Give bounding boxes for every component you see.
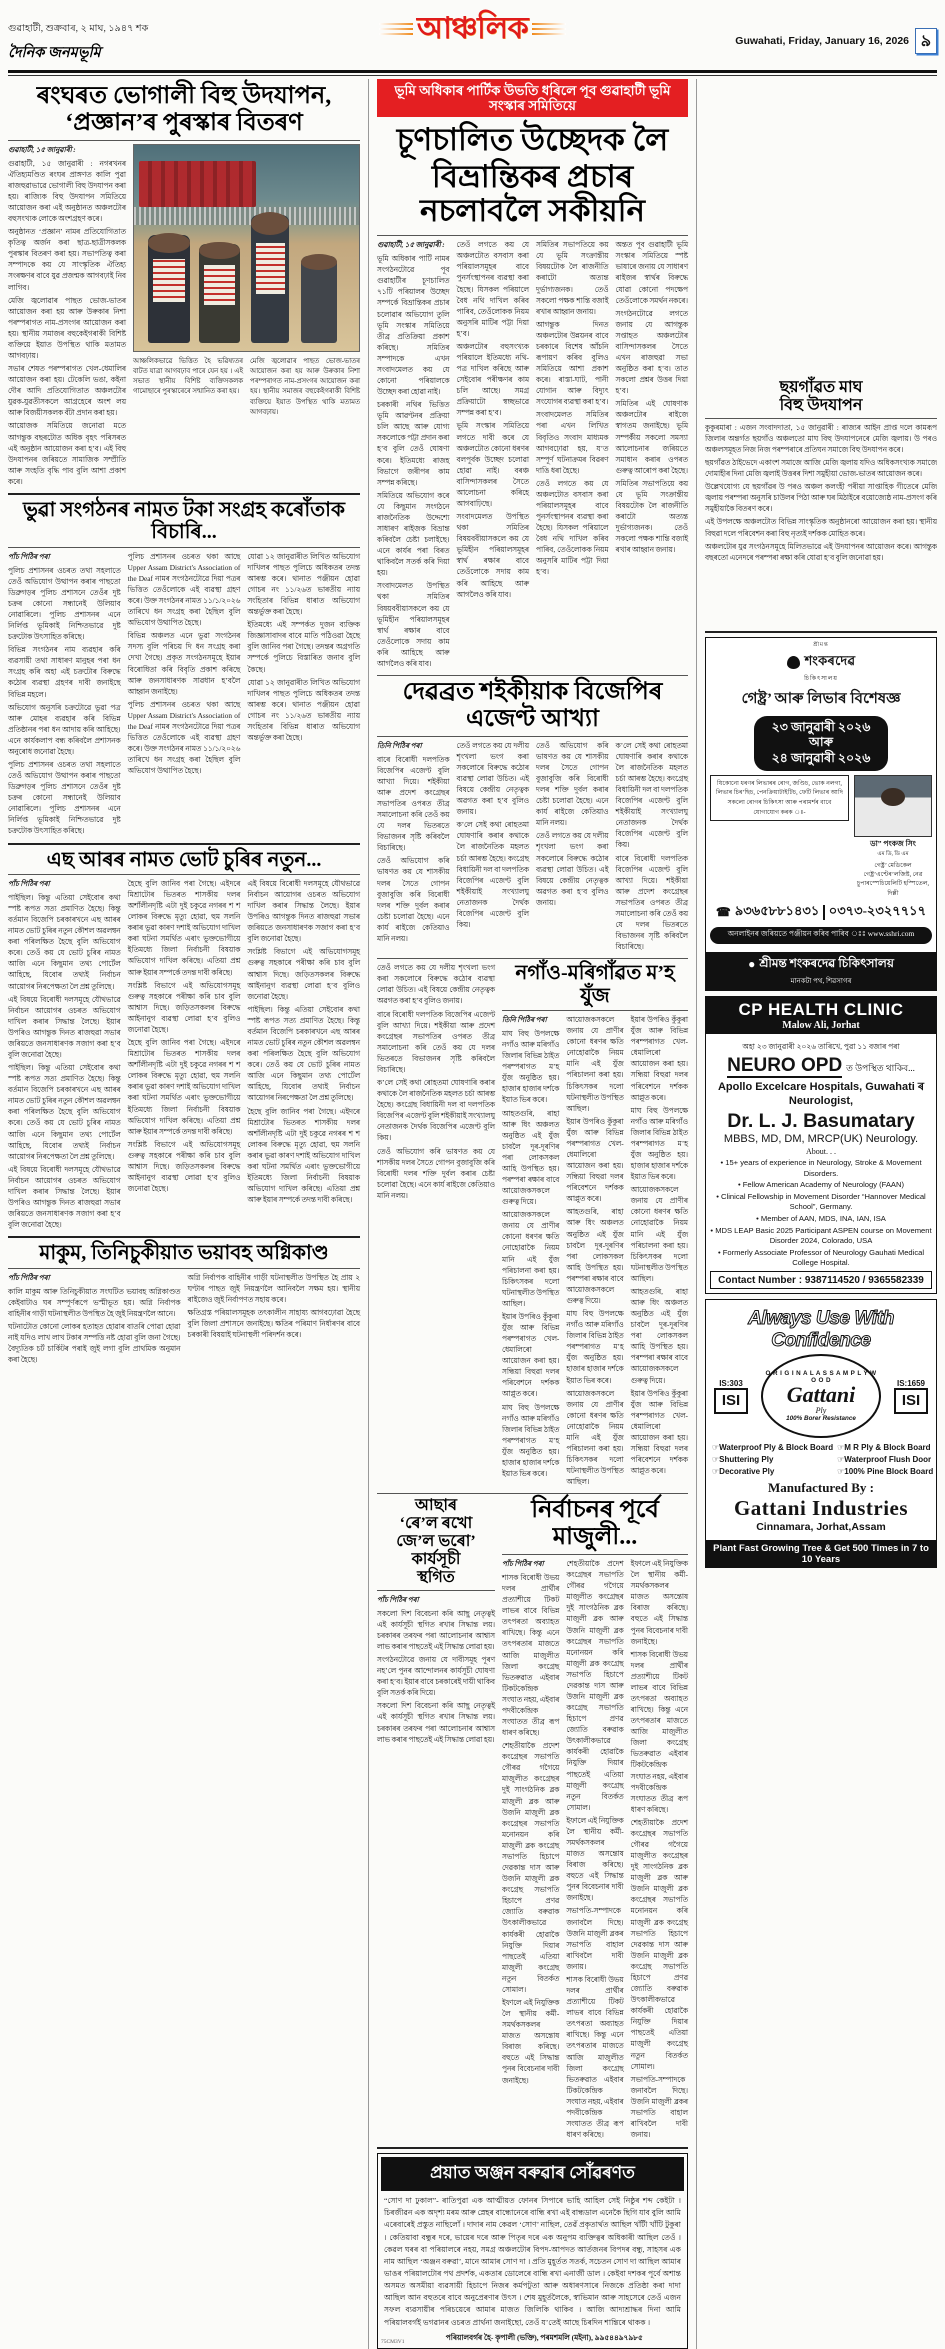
masthead-right (637, 6, 937, 54)
center-sub4-headline-l3: জে’ল ভৰো’ (396, 1533, 476, 1551)
center-sub3-byline: পাঁচ পিঠিৰ পৰা (502, 1560, 544, 1569)
center-sub2-byline: তিনি পিঠিৰ পৰা (502, 1016, 547, 1025)
masthead-dateline-english: Guwahati, Friday, January 16, 2026 (735, 35, 909, 47)
sshri-website-line[interactable]: অনলাইনৰ জৰিয়তে পঞ্জীয়ন কৰিব পাৰিব ঃঃ www.sshri.com (710, 927, 932, 944)
left-story2-col3: যোৱা ১২ জানুৱাৰীত লিখিত অভিযোগ দাখিলৰ পাছত পুলিচে অধিকতৰ তদন্ত আৰম্ভ কৰে। থানাত পঞ্জীয়ন হোৱা গোচৰ নং ১১/২৬ত ভাৰতীয় ন্যায় সংহিতাৰ বিভিন্ন ধাৰাত অভিযোগ অন্তৰ্ভুক্ত কৰা হৈছে। ইতিমধ্যে এই সম্পৰ্কত দুজন ব্যক্তিক জিজ্ঞাসাবাদৰ বাবে মাতি পঠিওৱা হৈছে বুলি জানিব পৰা গৈছে। তদন্তৰ অগ্ৰগতি সম্পৰ্কে পুলিচে বিস্তাৰিত জনাব বুলি কৈছে। যোৱা ১২ জানুৱাৰীত লিখিত অভিযোগ দাখিলৰ পাছত পুলিচে অধিকতৰ তদন্ত আৰম্ভ কৰে। থানাত পঞ্জীয়ন হোৱা গোচৰ নং ১১/২৬ত ভাৰতীয় ন্যায় সংহিতাৰ বিভিন্ন ধাৰাত অভিযোগ অন্তৰ্ভুক্ত কৰা হৈছে। (247, 551, 361, 742)
sshri-doctor-degree: এম ডি, ডি এম (877, 850, 909, 857)
center-sub2-col2: আয়োজকসকলে জনায় যে প্ৰাণীৰ কোনো ধৰণৰ ক্ষতি নোহোৱাকৈ নিয়ম মানি এই যুঁজ পৰিচালনা কৰা হয়। চিকিৎসকৰ দলো ঘটনাস্থলীত উপস্থিত আছিল। ইয়াৰ উপৰিও কুঁকুৰা যুঁজ আৰু বিভিন্ন পৰম্পৰাগত খেল-ধেমালিৰো আয়োজন কৰা হয়। সন্ধিয়া বিহুৱা দলৰ পৰিবেশনে দৰ্শকক আপ্লুত কৰে। আহতগুৰি, ৰাহা আৰু ধিং অঞ্চলত অনুষ্ঠিত এই যুঁজ চাবলৈ দূৰ-দূৰণিৰ পৰা লোকসকল আহি উপস্থিত হয়। পৰম্পৰা ৰক্ষাৰ বাবে আয়োজকসকলে গুৰুত্ব দিয়ে। মাঘ বিহু উপলক্ষে নগাঁও আৰু মৰিগাঁও জিলাৰ বিভিন্ন ঠাইত পৰম্পৰাগত ম’হ যুঁজ অনুষ্ঠিত হয়। হাজাৰ হাজাৰ দৰ্শকে ইয়াত ভিৰ কৰে। আয়োজকসকলে জনায় যে প্ৰাণীৰ কোনো ধৰণৰ ক্ষতি নোহোৱাকৈ নিয়ম মানি এই যুঁজ পৰিচালনা কৰা হয়। চিকিৎসকৰ দলো ঘটনাস্থলীত উপস্থিত আছিল। (566, 1015, 624, 1487)
logo-bars-right-icon (532, 23, 566, 36)
left-story4-byline: পাঁচ পিঠিৰ পৰা (8, 1273, 50, 1282)
sshri-doctor-name: ডা” পংকজ সিং (870, 838, 916, 848)
left-zone (8, 79, 360, 2349)
cp-about-label: About. . . (806, 1147, 836, 1157)
center-sub3-headline: নিৰ্বাচনৰ পূৰ্বে মাজুলী... (531, 1497, 659, 1551)
sshri-foot-name: শ্ৰীমন্ত শংকৰদেৱ চিকিৎসালয় (759, 955, 894, 970)
gattani-brand: Gattani (786, 1382, 856, 1408)
center-zone (377, 79, 688, 2349)
left-photo-caption-a: আঞ্চলিকভাৱে ভিত্তিত হৈ ভৱিষ্যতৰ বাটত যাত্ৰা আগবঢ়াব পাৰে যেন হয় । এই সভাত স্থানীয় বিশিষ্ট ব্যক্তিসকলক গামোছাৰে পুৰস্কাৰেৰে সন্মানিত কৰা হয়। (133, 357, 243, 396)
left-story3-col2: হৈছে বুলি জানিব পৰা গৈছে। এইদৰে মিশ্ৰাটোৰ ভিতৰত শাসকীয় দলৰ অশাঁলীনদৃষ্টি এটা দুই চকুৱে নগৰৰ শ শ লোকৰ বিৰুদ্ধে মৃত্যু হোৱা, হুম সলনি কৰাৰ ভুৱা কাৰণ দশাই অভিযোগ দাখিল কৰা ঘটনা সমৰ্থিত এৰাং ভুক্তভোগীয়ে ইতিমধ্যে জিলা নিৰ্বাচনী বিষয়াক অভিযোগ দাখিল কৰিছে। এতিয়া প্ৰশ্ন আৰু ইয়াৰ সম্পৰ্কে তদন্ত দাবী কৰিছে। সংশ্লিষ্ট বিভাগে এই অভিযোগসমূহ গুৰুত্ব সহকাৰে পৰীক্ষা কৰি চাব বুলি আশ্বাস দিছে। জড়িতসকলৰ বিৰুদ্ধে আইনানুগ ব্যৱস্থা লোৱা হ’ব বুলিও জনোৱা হৈছে। হৈছে বুলি জানিব পৰা গৈছে। এইদৰে মিশ্ৰাটোৰ ভিতৰত শাসকীয় দলৰ অশাঁলীনদৃষ্টি এটা দুই চকুৱে নগৰৰ শ শ লোকৰ বিৰুদ্ধে মৃত্যু হোৱা, হুম সলনি কৰাৰ ভুৱা কাৰণ দশাই অভিযোগ দাখিল কৰা ঘটনা সমৰ্থিত এৰাং ভুক্তভোগীয়ে ইতিমধ্যে জিলা নিৰ্বাচনী বিষয়াক অভিযোগ দাখিল কৰিছে। এতিয়া প্ৰশ্ন আৰু ইয়াৰ সম্পৰ্কে তদন্ত দাবী কৰিছে। সংশ্লিষ্ট বিভাগে এই অভিযোগসমূহ গুৰুত্ব সহকাৰে পৰীক্ষা কৰি চাব বুলি আশ্বাস দিছে। জড়িতসকলৰ বিৰুদ্ধে আইনানুগ ব্যৱস্থা লোৱা হ’ব বুলিও জনোৱা হৈছে। (127, 878, 241, 1194)
left-story4-col1: পাঁচ পিঠিৰ পৰা কালি মাকুম আৰু তিনিচুকীয়াত সংঘটিত ভয়াবহ অগ্নিকাণ্ডত কেইবাটাও ঘৰ সম্পূৰ্ণৰূপে ভস্মীভূত হয়। অগ্নি নিৰ্বাপক বাহিনীৰ গাড়ী ঘটনাস্থলীত উপস্থিত হৈ জুই নিয়ন্ত্ৰণলৈ আনে। ঘটনাটোত কোনো লোকৰ হতাহত হোৱাৰ বাতৰি পোৱা হোৱা নাই যদিও লাখ লাখ টকাৰ সম্পত্তি নষ্ট হোৱা বুলি জনা গৈছে। বৈদ্যুতিক চৰ্ট চাৰ্কিটৰ পৰাই জুই লগা বুলি প্ৰাথমিক অনুমান কৰা হৈছে। (8, 1273, 181, 1365)
sshri-date-line2: ২৪ জানুৱাৰী ২০২৬ (771, 751, 871, 766)
sshri-foot-address: মানকটা পথ, শিৱসাগৰ (790, 976, 852, 985)
obituary-ad (377, 2153, 688, 2349)
center-sub4-body: পাঁচ পিঠিৰ পৰা সকলো দিশ বিবেচনা কৰি আছু নেতৃত্বই এই কাৰ্যসূচী স্থগিত ৰখাৰ সিদ্ধান্ত লয়। চৰকাৰৰ তৰফৰ পৰা আলোচনাৰ আশ্বাস লাভ কৰাৰ পাছতেই এই সিদ্ধান্ত লোৱা হয়। সংগঠনটোৱে জনায় যে দাবীসমূহ পূৰণ নহ’লে পুনৰ আন্দোলনৰ কাৰ্যসূচী ঘোষণা কৰা হ’ব। ইয়াৰ বাবে চৰকাৰেই দায়ী থাকিব বুলি সতৰ্ক কৰি দিয়ে। সকলো দিশ বিবেচনা কৰি আছু নেতৃত্বই এই কাৰ্যসূচী স্থগিত ৰখাৰ সিদ্ধান্ত লয়। চৰকাৰৰ তৰফৰ পৰা আলোচনাৰ আশ্বাস লাভ কৰাৰ পাছতেই এই সিদ্ধান্ত লোৱা হয়। (377, 1595, 495, 1744)
center-lead-dateline: গুৱাহাটী, ১৫ জানুৱাৰী : (377, 241, 445, 250)
center-sub4-headline-l2: ‘ৰে’ল ৰখো (399, 1515, 473, 1533)
center-sub2-headline: নগাঁও-মৰিগাঁৱত ম’হ যুঁজ (515, 962, 675, 1007)
list-item: ☞ Shuttering Ply (712, 1454, 833, 1466)
masthead-rule-secondary (8, 75, 937, 77)
center-sub1-overflow: তেওঁ লগতে কয় যে দলীয় শৃংখলা ভংগ কৰা সকলোৰে বিৰুদ্ধে কঠোৰ ব্যৱস্থা লোৱা উচিত। এই বিষয়ে কেন্দ্ৰীয় নেতৃত্বক অৱগত কৰা হ’ব বুলিও জনায়। বাৰে বিৰোধী দলপতিক বিজেপিৰ এজেণ্ট বুলি আখ্যা দিয়ে। শইকীয়া আৰু প্ৰদেশ কংগ্ৰেছৰ সভাপতিৰ ওপৰত তীব্ৰ সমালোচনা কৰি তেওঁ কয় যে দলৰ ভিতৰতে বিভাজনৰ সৃষ্টি কৰিবলৈ বিচাৰিছে। ক’লে সেই কথা ৰোহতমা ঘোষণাৰি কৰাৰ কথাকে লৈ ৰাজনৈতিক মহলত চৰ্চা আৰম্ভ হৈছে। কংগ্ৰেছ বিধায়িনী দল বা দলপতিক বিজেপিৰ এজেণ্ট বুলি শইকীয়াই সংখ্যালঘু নেতাজনক দৈৰ্থক বিজেপিৰ এজেণ্ট বুলি কিয়। তেওঁ অভিযোগ কৰি ভাষণত কয় যে শাসকীয় দলৰ সৈতে গোপন বুজাবুজি কৰি বিৰোধী দলৰ শক্তি দুৰ্বল কৰাৰ চেষ্টা চলোৱা হৈছে। এনে কাৰ্য ৰাইজে কেতিয়াও মানি নলয়। (377, 963, 495, 1200)
cp-credentials-list (710, 1158, 932, 1268)
center-lead-headline-line2: বিভ্ৰান্তিকৰ প্ৰচাৰ নচলাবলৈ সকীয়নি (419, 158, 646, 229)
column-divider-right (696, 79, 697, 2349)
center-sub1-col2: তেওঁ লগতে কয় যে দলীয় শৃংখলা ভংগ কৰা সকলোৰে বিৰুদ্ধে কঠোৰ ব্যৱস্থা লোৱা উচিত। এই বিষয়ে কেন্দ্ৰীয় নেতৃত্বক অৱগত কৰা হ’ব বুলিও জনায়। ক’লে সেই কথা ৰোহতমা ঘোষণাৰি কৰাৰ কথাকে লৈ ৰাজনৈতিক মহলত চৰ্চা আৰম্ভ হৈছে। কংগ্ৰেছ বিধায়িনী দল বা দলপতিক বিজেপিৰ এজেণ্ট বুলি শইকীয়াই সংখ্যালঘু নেতাজনক দৈৰ্থক বিজেপিৰ এজেণ্ট বুলি কিয়। (456, 740, 529, 930)
obituary-signature: পৰিয়ালবৰ্গৰ হৈ- কৃপালী (ভক্তি), পৰমশমলি (মইনা), ৯৯৫৪৪৯৭৯৮৫ (445, 2332, 643, 2342)
logo-bars-left-icon (379, 23, 413, 36)
lotus-icon (787, 656, 800, 669)
left-headline-2: ভুৱা সংগঠনৰ নামত টকা সংগ্ৰহ কৰোঁতাক বিচাৰি... (23, 498, 345, 544)
sshri-brand-sub: চিকিৎসালয় (804, 675, 838, 682)
list-item: • Clinical Fellowship in Movement Disorder “Hannover Medical School”, Germany. (710, 1192, 932, 1213)
doctor-photo (854, 775, 932, 837)
cp-doctor-degrees: MBBS, MD, DM, MRCP(UK) Neurology. (723, 1133, 919, 1146)
sshri-brand-name: শংকৰদেৱ (804, 652, 856, 668)
isi-mark-icon: ISI (714, 1388, 748, 1414)
location-pin-icon: ● (748, 957, 756, 972)
left-story2-col2: পুলিচ প্ৰশাসনৰ ওচৰত থকা আছে Upper Assam District's Association of the Deaf নামৰ সংগঠনটোৱে দিয়া পত্ৰৰ ভিত্তিত তেওঁলোকে এই ব্যৱস্থা গ্ৰহণ কৰে। উক্ত সংগঠনৰ নামত ১১/১/২০২৬ তাৰিখে ধন সংগ্ৰহ কৰা হৈছিল বুলি অভিযোগ উত্থাপিত হৈছে। বিভিন্ন অঞ্চলত এনে ভুৱা সংগঠনৰ সদস্য বুলি পৰিচয় দি ধন সংগ্ৰহ কৰা দেখা গৈছে। প্ৰকৃত সংগঠনসমূহে ইয়াৰ বিৰোধিতা কৰি বিবৃতি প্ৰকাশ কৰিছে আৰু জনসাধাৰণক সাৱধান হ’বলৈ আহ্বান জনাইছে। পুলিচ প্ৰশাসনৰ ওচৰত থকা আছে Upper Assam District's Association of the Deaf নামৰ সংগঠনটোৱে দিয়া পত্ৰৰ ভিত্তিত তেওঁলোকে এই ব্যৱস্থা গ্ৰহণ কৰে। উক্ত সংগঠনৰ নামত ১১/১/২০২৬ তাৰিখে ধন সংগ্ৰহ কৰা হৈছিল বুলি অভিযোগ উত্থাপিত হৈছে। (127, 551, 241, 776)
cp-clinic-name: CP HEALTH CLINIC (738, 999, 904, 1019)
masthead-left (8, 6, 308, 66)
list-item: ☞ Waterproof Ply & Block Board (712, 1442, 833, 1454)
cp-contact-number[interactable]: Contact Number : 9387114520 / 9365582339 (710, 1271, 932, 1289)
right-sidebar-headline-l2: বিহু উদযাপন (779, 396, 863, 414)
list-item: ☞ Decorative Ply (712, 1466, 833, 1478)
left-story2-byline: পাঁচ পিঠিৰ পৰা (8, 552, 50, 561)
center-sub4-headline-l1: আছাৰ (414, 1497, 457, 1515)
center-sub4-headline-l4: কাৰ্যসূচী (411, 1551, 461, 1569)
left-lead-dateline: গুৱাহাটী, ১৫ জানুৱাৰী : (8, 145, 76, 154)
gattani-tagline: Plant Fast Growing Tree & Get 500 Times in 7 to 10 Years (706, 1540, 936, 1567)
cp-clinic-location: Malow Ali, Jorhat (782, 1019, 860, 1031)
obituary-heading: প্ৰয়াত অঞ্জন বৰুৱাৰ সোঁৱৰণত (381, 2157, 684, 2191)
list-item: • Fellow American Academy of Neurology (FAAN) (710, 1180, 932, 1190)
right-sidebar-body: কুকুৰমাৰা : এজন সংবাদদাতা, ১৫ জানুৱাৰী : ৰাজ্যৰ আইন প্ৰাপ্ত দলে কামৰূপ জিলাৰ অন্তৰ্গত ছয়গাঁও অঞ্চলতো মাঘ বিহু উদযাপনেৰে মেজি জ্বলায়। উ পৰও অঞ্চলসমূহত নিজ নিজ পৰম্পৰাৰে প্ৰতিঘন সমাজে বিহু উদযাপন কৰে। ছয়গাঁৱত ঠাইভেদে একাংশ সমাজে আজি মেজি জ্বলায় যদিও অধিকসংখ্যক সমাজে দোমাহীৰ দিনা মেজি জ্বলাই উত্তৰৰ দিশা সমুহীয়া ভোজ-ভাতৰ আয়োজন কৰে। উল্লেখযোগ্য যে ছয়গাঁৱৰ উ পৰও অঞ্চল কলংহী পৰীয়া সাপ্তাহিক গীতেৰে মেজি জ্বলায় পৰম্পৰা অনুসৰি চাউলৰ পিঠা আৰু ঘৰ মিঠাইৰে বয়োজ্যেষ্ঠ নাম-প্ৰসংগ কৰি সমুহীয়াকৈ বিতৰণ কৰে। এই উপলক্ষে অঞ্চলটোত বিভিন্ন সাংস্কৃতিক অনুষ্ঠানৰো আয়োজন কৰা হয়। স্থানীয় বিহুৱা দলে পৰিবেশন কৰা বিহু নৃত্যই দৰ্শকক মোহিত কৰে। অঞ্চলটোৰ যুৱ সংগঠনসমূহে মিলিতভাৱে এই উদযাপনৰ আয়োজন কৰে। আগন্তুক বছৰতো এনেদৰে পৰম্পৰা ৰক্ষা কৰি যোৱা হ’ব বুলি জনোৱা হয়। (705, 422, 937, 562)
center-lead-col3: সমিতিৰ সভাপতিয়ে কয় যে ভূমি সংক্ৰান্তীয় বিষয়টোক লৈ ৰাজনীতি কৰাটো অত্যন্ত দুৰ্ভাগ্যজনক। তেওঁ সকলো পক্ষক শান্তি বজাই ৰখাৰ আহ্বান জনায়। আগন্তুক দিনত অঞ্চলটোৰ উন্নয়নৰ বাবে চৰকাৰে বিশেষ আঁচনি ৰূপায়ণ কৰিব বুলিও সমিতিয়ে আশা প্ৰকাশ কৰে। ৰাস্তা-ঘাট, পানী যোগান আৰু বিদ্যুৎ সংযোগৰ ব্যৱস্থা কৰা হ’ব। সংবাদমেলত সমিতিৰ পৰা এখন লিখিত বিবৃতিও সংবাদ মাধ্যমক আগবঢ়োৱা হয়, য’ত সম্পূৰ্ণ ঘটনাক্ৰমৰ বিৱৰণ দাঙি ধৰা হৈছে। তেওঁ লগতে কয় যে অঞ্চলটোত বসবাস কৰা পৰিয়ালসমূহৰ বাবে পুনৰ্সংস্থাপনৰ ব্যৱস্থা কৰা হৈছে। যিসকল পৰিয়ালে বৈধ নথি দাখিল কৰিব পাৰিব, তেওঁলোকক নিয়ম অনুসৰি মাটিৰ পট্টা দিয়া হ’ব। (536, 240, 609, 577)
center-lead-col2: তেওঁ লগতে কয় যে অঞ্চলটোত বসবাস কৰা পৰিয়ালসমূহৰ বাবে পুনৰ্সংস্থাপনৰ ব্যৱস্থা কৰা হৈছে। যিসকল পৰিয়ালে বৈধ নথি দাখিল কৰিব পাৰিব, তেওঁলোকক নিয়ম অনুসৰি মাটিৰ পট্টা দিয়া হ’ব। অঞ্চলটোৰ বহুসংখ্যক পৰিয়ালে ইতিমধ্যে নথি-পত্ৰ দাখিল কৰিছে আৰু সেইবোৰ পৰীক্ষণৰ কাম চলি আছে। সমগ্ৰ প্ৰক্ৰিয়াটো স্বচ্ছভাৱে সম্পন্ন কৰা হ’ব। ভূমি সংস্কাৰ সমিতিয়ে লগতে দাবী কৰে যে অঞ্চলটোত কোনো ধৰণৰ বলপূৰ্বক উচ্ছেদ চলোৱা হোৱা নাই। বৰঞ্চ বাসিন্দাসকলৰ সৈতে আলোচনা কৰিহে আগবাঢ়িছে। সংবাদমেলত উপস্থিত থকা সমিতিৰ বিষয়ববীয়াসকলে কয় যে ভূমিহীন পৰিয়ালসমূহৰ স্বাৰ্থ ৰক্ষাৰ বাবে তেওঁলোকে সদায় কাম কৰি আহিছে আৰু আগলৈও কৰি যাব। (456, 240, 529, 599)
ad-cp-health-clinic[interactable] (705, 996, 937, 1295)
list-item: • Member of AAN, MDS, INA, IAN, ISA (710, 1214, 932, 1224)
cp-neuro-tail: ত উপস্থিত থাকিব... (846, 1062, 915, 1073)
center-sub1-col4: ক’লে সেই কথা ৰোহতমা ঘোষণাৰি কৰাৰ কথাকে লৈ ৰাজনৈতিক মহলত চৰ্চা আৰম্ভ হৈছে। কংগ্ৰেছ বিধায়িনী দল বা দলপতিক বিজেপিৰ এজেণ্ট বুলি শইকীয়াই সংখ্যালঘু নেতাজনক দৈৰ্থক বিজেপিৰ এজেণ্ট বুলি কিয়। বাৰে বিৰোধী দলপতিক বিজেপিৰ এজেণ্ট বুলি আখ্যা দিয়ে। শইকীয়া আৰু প্ৰদেশ কংগ্ৰেছৰ সভাপতিৰ ওপৰত তীব্ৰ সমালোচনা কৰি তেওঁ কয় যে দলৰ ভিতৰতে বিভাজনৰ সৃষ্টি কৰিবলৈ বিচাৰিছে। (615, 740, 688, 952)
center-sub3-col1: পাঁচ পিঠিৰ পৰা শাসক বিৰোধী উভয় দলৰ প্ৰাৰ্থীৰ প্ৰত্যাশীয়ে টিকট লাভৰ বাবে বিভিন্ন তৎপৰতা অব্যাহত ৰাখিছে। কিন্তু এনে তৎপৰতাৰ মাজতে আজি মাজুলীত জিলা কংগ্ৰেছ ভিতৰুৱাত এইবাৰ টিকটকেন্দ্ৰিক সংঘাত নহয়, এইবাৰ পদবীকেন্দ্ৰিক সংঘাতত তীব্ৰ ৰূপ ধাৰণ কৰিছে। শেহতীয়াকৈ প্ৰদেশ কংগ্ৰেছৰ সভাপতি গৌৰৱ গগৈয়ে মাজুলীত কংগ্ৰেছৰ দুই সাংগঠনিক ব্লক মাজুলী ব্লক আৰু উজনি মাজুলী ব্লক কংগ্ৰেছৰ সভাপতি মনোনয়ন কৰি মাজুলী ব্লক কংগ্ৰেছ সভাপতি হিচাপে দেৱকান্ত দাস আৰু উজনি মাজুলী ব্লক কংগ্ৰেছ সভাপতি হিচাপে প্ৰণৱ জ্যোতি বৰুৱাক উৎকালীকভাৱে কাৰ্যকৰী হোৱাকৈ নিযুক্তি দিয়াৰ পাছতেই এতিয়া মাজুলী কংগ্ৰেছ নতুন বিতৰ্কত সোমাল। ইফালে এই নিযুক্তিক লৈ স্থানীয় কৰ্মী-সমৰ্থকসকলৰ মাজত অসন্তোষ বিৰাজ কৰিছে। বহুতে এই সিদ্ধান্ত পুনৰ বিবেচনাৰ দাবী জনাইছে। (502, 1560, 560, 2085)
center-sub1-col1: তিনি পিঠিৰ পৰা বাৰে বিৰোধী দলপতিক বিজেপিৰ এজেণ্ট বুলি আখ্যা দিয়ে। শইকীয়া আৰু প্ৰদেশ কংগ্ৰেছৰ সভাপতিৰ ওপৰত তীব্ৰ সমালোচনা কৰি তেওঁ কয় যে দলৰ ভিতৰতে বিভাজনৰ সৃষ্টি কৰিবলৈ বিচাৰিছে। তেওঁ অভিযোগ কৰি ভাষণত কয় যে শাসকীয় দলৰ সৈতে গোপন বুজাবুজি কৰি বিৰোধী দলৰ শক্তি দুৰ্বল কৰাৰ চেষ্টা চলোৱা হৈছে। এনে কাৰ্য ৰাইজে কেতিয়াও মানি নলয়। (377, 741, 450, 943)
isi-mark-icon: ISI (894, 1388, 928, 1414)
center-sub3-col2: শেহতীয়াকৈ প্ৰদেশ কংগ্ৰেছৰ সভাপতি গৌৰৱ গগৈয়ে মাজুলীত কংগ্ৰেছৰ দুই সাংগঠনিক ব্লক মাজুলী ব্লক আৰু উজনি মাজুলী ব্লক কংগ্ৰেছৰ সভাপতি মনোনয়ন কৰি মাজুলী ব্লক কংগ্ৰেছ সভাপতি হিচাপে দেৱকান্ত দাস আৰু উজনি মাজুলী ব্লক কংগ্ৰেছ সভাপতি হিচাপে প্ৰণৱ জ্যোতি বৰুৱাক উৎকালীকভাৱে কাৰ্যকৰী হোৱাকৈ নিযুক্তি দিয়াৰ পাছতেই এতিয়া মাজুলী কংগ্ৰেছ নতুন বিতৰ্কত সোমাল। ইফালে এই নিযুক্তিক লৈ স্থানীয় কৰ্মী-সমৰ্থকসকলৰ মাজত অসন্তোষ বিৰাজ কৰিছে। বহুতে এই সিদ্ধান্ত পুনৰ বিবেচনাৰ দাবী জনাইছে। সভাপতি-সম্পাদকে জনাবলৈ দিছে। উজনি মাজুলী ব্লকৰ সভাপতি বাহাল ৰাখিবলৈ দাবী জনায়। শাসক বিৰোধী উভয় দলৰ প্ৰাৰ্থীৰ প্ৰত্যাশীয়ে টিকট লাভৰ বাবে বিভিন্ন তৎপৰতা অব্যাহত ৰাখিছে। কিন্তু এনে তৎপৰতাৰ মাজতে আজি মাজুলীত জিলা কংগ্ৰেছ ভিতৰুৱাত এইবাৰ টিকটকেন্দ্ৰিক সংঘাত নহয়, এইবাৰ পদবীকেন্দ্ৰিক সংঘাতত তীব্ৰ ৰূপ ধাৰণ কৰিছে। (566, 1559, 624, 2140)
gattani-mfg-label: Manufactured By : (768, 1480, 874, 1496)
sshri-symptoms: যিকোনো ধৰণৰ লিভাৰৰ ৰোগ, জণ্ডিচ, ভোক নলগা, লিভাৰ চিৰ’ছিচ, পেনক্ৰিয়াটাইটিচ, ফেটি লিভাৰ আদি সকলো ৰোগৰ চিকিৎসা আৰু পৰামৰ্শৰ বাবে যোগাযোগ কৰক ঃ- (710, 775, 849, 821)
gattani-oval-top: O R I G I N A L A S S A M P L Y W O O D (765, 1370, 877, 1385)
list-item: ☞ 100% Pine Block Board (837, 1466, 933, 1478)
center-sub2-col3: ইয়াৰ উপৰিও কুঁকুৰা যুঁজ আৰু বিভিন্ন পৰম্পৰাগত খেল-ধেমালিৰো আয়োজন কৰা হয়। সন্ধিয়া বিহুৱা দলৰ পৰিবেশনে দৰ্শকক আপ্লুত কৰে। মাঘ বিহু উপলক্ষে নগাঁও আৰু মৰিগাঁও জিলাৰ বিভিন্ন ঠাইত পৰম্পৰাগত ম’হ যুঁজ অনুষ্ঠিত হয়। হাজাৰ হাজাৰ দৰ্শকে ইয়াত ভিৰ কৰে। আয়োজকসকলে জনায় যে প্ৰাণীৰ কোনো ধৰণৰ ক্ষতি নোহোৱাকৈ নিয়ম মানি এই যুঁজ পৰিচালনা কৰা হয়। চিকিৎসকৰ দলো ঘটনাস্থলীত উপস্থিত আছিল। আহতগুৰি, ৰাহা আৰু ধিং অঞ্চলত অনুষ্ঠিত এই যুঁজ চাবলৈ দূৰ-দূৰণিৰ পৰা লোকসকল আহি উপস্থিত হয়। পৰম্পৰা ৰক্ষাৰ বাবে আয়োজকসকলে গুৰুত্ব দিয়ে। ইয়াৰ উপৰিও কুঁকুৰা যুঁজ আৰু বিভিন্ন পৰম্পৰাগত খেল-ধেমালিৰো আয়োজন কৰা হয়। সন্ধিয়া বিহুৱা দলৰ পৰিবেশনে দৰ্শকক আপ্লুত কৰে। (630, 1015, 688, 1476)
cp-neuro-opd: NEURO OPD (727, 1054, 843, 1076)
center-kicker-banner: ভূমি অধিকাৰ পাৰ্টিক উভতি ধৰিলে পূব গুৱাহাটী ভূমি সংস্কাৰ সমিতিয়ে (377, 79, 688, 117)
center-sub2-col1: তিনি পিঠিৰ পৰা মাঘ বিহু উপলক্ষে নগাঁও আৰু মৰিগাঁও জিলাৰ বিভিন্ন ঠাইত পৰম্পৰাগত ম’হ যুঁজ অনুষ্ঠিত হয়। হাজাৰ হাজাৰ দৰ্শকে ইয়াত ভিৰ কৰে। আহতগুৰি, ৰাহা আৰু ধিং অঞ্চলত অনুষ্ঠিত এই যুঁজ চাবলৈ দূৰ-দূৰণিৰ পৰা লোকসকল আহি উপস্থিত হয়। পৰম্পৰা ৰক্ষাৰ বাবে আয়োজকসকলে গুৰুত্ব দিয়ে। আয়োজকসকলে জনায় যে প্ৰাণীৰ কোনো ধৰণৰ ক্ষতি নোহোৱাকৈ নিয়ম মানি এই যুঁজ পৰিচালনা কৰা হয়। চিকিৎসকৰ দলো ঘটনাস্থলীত উপস্থিত আছিল। ইয়াৰ উপৰিও কুঁকুৰা যুঁজ আৰু বিভিন্ন পৰম্পৰাগত খেল-ধেমালিৰো আয়োজন কৰা হয়। সন্ধিয়া বিহুৱা দলৰ পৰিবেশনে দৰ্শকক আপ্লুত কৰে। মাঘ বিহু উপলক্ষে নগাঁও আৰু মৰিগাঁও জিলাৰ বিভিন্ন ঠাইত পৰম্পৰাগত ম’হ যুঁজ অনুষ্ঠিত হয়। হাজাৰ হাজাৰ দৰ্শকে ইয়াত ভিৰ কৰে। (502, 1016, 560, 1479)
gattani-address: Cinnamara, Jorhat,Assam (756, 1521, 886, 1534)
sshri-phone-1[interactable]: ৯৩৬৫৮৮১৪৩১ (734, 902, 820, 918)
column-divider-left (368, 79, 369, 2349)
masthead-logo-text: আঞ্চলিক (416, 11, 529, 45)
center-sub1-col3: তেওঁ অভিযোগ কৰি ভাষণত কয় যে শাসকীয় দলৰ সৈতে গোপন বুজাবুজি কৰি বিৰোধী দলৰ শক্তি দুৰ্বল কৰাৰ চেষ্টা চলোৱা হৈছে। এনে কাৰ্য ৰাইজে কেতিয়াও মানি নলয়। তেওঁ লগতে কয় যে দলীয় শৃংখলা ভংগ কৰা সকলোৰে বিৰুদ্ধে কঠোৰ ব্যৱস্থা লোৱা উচিত। এই বিষয়ে কেন্দ্ৰীয় নেতৃত্বক অৱগত কৰা হ’ব বুলিও জনায়। (536, 740, 609, 907)
phone-divider (823, 905, 825, 920)
center-lead-headline-line1: চূণচালিত উচ্ছেদক লৈ (396, 122, 669, 158)
ad-shankardev-hospital[interactable] (705, 637, 937, 991)
center-sub3-col3: ইফালে এই নিযুক্তিক লৈ স্থানীয় কৰ্মী-সমৰ্থকসকলৰ মাজত অসন্তোষ বিৰাজ কৰিছে। বহুতে এই সিদ্ধান্ত পুনৰ বিবেচনাৰ দাবী জনাইছে। শাসক বিৰোধী উভয় দলৰ প্ৰাৰ্থীৰ প্ৰত্যাশীয়ে টিকট লাভৰ বাবে বিভিন্ন তৎপৰতা অব্যাহত ৰাখিছে। কিন্তু এনে তৎপৰতাৰ মাজতে আজি মাজুলীত জিলা কংগ্ৰেছ ভিতৰুৱাত এইবাৰ টিকটকেন্দ্ৰিক সংঘাত নহয়, এইবাৰ পদবীকেন্দ্ৰিক সংঘাতত তীব্ৰ ৰূপ ধাৰণ কৰিছে। শেহতীয়াকৈ প্ৰদেশ কংগ্ৰেছৰ সভাপতি গৌৰৱ গগৈয়ে মাজুলীত কংগ্ৰেছৰ দুই সাংগঠনিক ব্লক মাজুলী ব্লক আৰু উজনি মাজুলী ব্লক কংগ্ৰেছৰ সভাপতি মনোনয়ন কৰি মাজুলী ব্লক কংগ্ৰেছ সভাপতি হিচাপে দেৱকান্ত দাস আৰু উজনি মাজুলী ব্লক কংগ্ৰেছ সভাপতি হিচাপে প্ৰণৱ জ্যোতি বৰুৱাক উৎকালীকভাৱে কাৰ্যকৰী হোৱাকৈ নিযুক্তি দিয়াৰ পাছতেই এতিয়া মাজুলী কংগ্ৰেছ নতুন বিতৰ্কত সোমাল। সভাপতি-সম্পাদকে জনাবলৈ দিছে। উজনি মাজুলী ব্লকৰ সভাপতি বাহাল ৰাখিবলৈ দাবী জনায়। (630, 1559, 688, 2140)
right-sidebar-headline-l1: ছয়গাঁৱত মাঘ (779, 379, 863, 396)
gattani-slogan: Always Use With Confidence (748, 1308, 894, 1352)
left-story4-col2: অগ্নি নিৰ্বাপক বাহিনীৰ গাড়ী ঘটনাস্থলীত উপস্থিত হৈ প্ৰায় ২ ঘণ্টাৰ পাছত জুই নিয়ন্ত্ৰণলৈ আনিবলৈ সক্ষম হয়। স্থানীয় ৰাইজেও জুই নিৰ্বাপণত সহায় কৰে। ক্ষতিগ্ৰস্ত পৰিয়ালসমূহক তৎকালীন সাহায্য আগবঢ়োৱা হৈছে বুলি জিলা প্ৰশাসনে জনাইছে। ক্ষতিৰ পৰিমাণ নিৰ্ধাৰণৰ বাবে চৰকাৰী বিষয়াই ঘটনাস্থলী পৰিদৰ্শন কৰে। (187, 1272, 360, 1339)
masthead-logo (308, 6, 637, 44)
list-item: ☞ Waterproof Flush Door (837, 1454, 933, 1466)
gattani-logo-oval (761, 1354, 881, 1438)
center-sub4-byline: পাঁচ পিঠিৰ পৰা (377, 1595, 419, 1604)
cp-affiliation-line2: Neurologist, (788, 1095, 854, 1108)
gattani-isi-right-code: IS:1659 (896, 1378, 926, 1388)
masthead-paper-subtitle: দৈনিক জনমভূমি (8, 45, 101, 61)
page-number-badge: ৯ (915, 28, 937, 54)
obituary-ref: 75CM3V1 (381, 2338, 405, 2345)
list-item: ☞ M R Ply & Block Board (837, 1442, 933, 1454)
isi-badge-left (714, 1379, 748, 1414)
sshri-date-pill (754, 716, 887, 771)
list-item: • Formerly Associate Professor of Neurology Gauhati Medical College Hospital. (710, 1248, 932, 1269)
sshri-brand-top: শ্ৰীমন্ত (813, 641, 829, 648)
cp-doctor-name: Dr. L. J. Basumatary (727, 1110, 915, 1133)
left-lead-headline: ৰংঘৰত ভোগালী বিহু উদযাপন, ‘প্ৰজ্ঞান’ৰ পুৰস্কাৰ বিতৰণ (36, 83, 332, 136)
masthead-rule (8, 70, 937, 73)
phone-icon: ☎ (715, 904, 731, 919)
masthead-dateline-assamese: গুৱাহাটী, শুক্ৰবাৰ, ২ মাঘ, ১৯৪৭ শক (8, 24, 149, 34)
left-lead-photo (133, 144, 360, 352)
gattani-company-name: Gattani Industries (733, 1496, 909, 1521)
isi-badge-right (894, 1379, 928, 1414)
gattani-isi-left-code: IS:303 (719, 1378, 743, 1388)
gattani-oval-bottom: 100% Borer Resistance (786, 1415, 856, 1423)
list-item: • MDS LEAP Basic 2025 Participant ASPEN course on Movement Disorder 2024, Colorado, USA (710, 1226, 932, 1247)
left-story3-byline: পাঁচ পিঠিৰ পৰা (8, 879, 50, 888)
center-lead-col4: অন্তত পূব গুৱাহাটী ভূমি সংস্কাৰ সমিতিয়ে স্পষ্ট ভাষাৰে জনায় যে সাধাৰণ ৰাইজৰ স্বাৰ্থৰ বিৰুদ্ধে যোৱা কোনো পদক্ষেপ তেওঁলোকে সমৰ্থন নকৰে। সংগঠনটোৱে লগতে জনায় যে আগন্তুক সপ্তাহত অঞ্চলটোৰ বাসিন্দাসকলৰ সৈতে এখন ৰাজহুৱা সভা অনুষ্ঠিত কৰা হ’ব। তাত সকলো প্ৰশ্নৰ উত্তৰ দিয়া হ’ব। সমিতিৰ এই ঘোষণাক অঞ্চলটোৰ ৰাইজে স্বাগতম জনাইছে। ভূমি সম্পৰ্কীয় সকলো সমস্যা আলোচনাৰ জৰিয়তে সমাধান কৰাৰ ওপৰত গুৰুত্ব আৰোপ কৰা হৈছে। সমিতিৰ সভাপতিয়ে কয় যে ভূমি সংক্ৰান্তীয় বিষয়টোক লৈ ৰাজনীতি কৰাটো অত্যন্ত দুৰ্ভাগ্যজনক। তেওঁ সকলো পক্ষক শান্তি বজাই ৰখাৰ আহ্বান জনায়। (615, 240, 688, 555)
list-item: • 15+ years of experience in Neurology, Stroke & Movement Disorders. (710, 1158, 932, 1179)
sshri-date-line1: ২৩ জানুৱাৰী ২০২৬ আৰু (771, 719, 871, 750)
left-story2-col1: পাঁচ পিঠিৰ পৰা পুলিচ প্ৰশাসনৰ ওচৰত তথা সহলাতে তেওঁ অভিযোগ উত্থাপন কৰাৰ পাছতো ডিব্ৰুগড়ৰ পুলিচ প্ৰশাসনে তেওঁৰ দুষ্ট চক্ৰৰ কোনো সন্ধানেই উলিয়াব নোৱাৰিলে। পুলিচ প্ৰশাসনৰ এনে নিৰ্লিপ্ত ভূমিকাই নিশ্চিতভাৱে দুষ্ট চক্ৰটোক উৎসাহিত কৰিছে। বিভিন্ন সংগঠনৰ নাম ব্যৱহাৰ কৰি ব্যৱসায়ী তথা সাধাৰণ মানুহৰ পৰা ধন সংগ্ৰহ কৰি অহা এই চক্ৰটোৰ বিৰুদ্ধে কঠোৰ ব্যৱস্থা গ্ৰহণৰ দাবী জনাইছে বিভিন্ন মহলে। অভিযোগ অনুসৰি চক্ৰটোৱে ভুৱা পত্ৰ আৰু মোহৰ ব্যৱহাৰ কৰি বিভিন্ন প্ৰতিষ্ঠানৰ পৰা ধন আদায় কৰি আহিছে। এনে কাৰ্যকলাপ বন্ধ কৰিবলৈ প্ৰশাসনক অনুৰোধ জনোৱা হৈছে। পুলিচ প্ৰশাসনৰ ওচৰত তথা সহলাতে তেওঁ অভিযোগ উত্থাপন কৰাৰ পাছতো ডিব্ৰুগড়ৰ পুলিচ প্ৰশাসনে তেওঁৰ দুষ্ট চক্ৰৰ কোনো সন্ধানেই উলিয়াব নোৱাৰিলে। পুলিচ প্ৰশাসনৰ এনে নিৰ্লিপ্ত ভূমিকাই নিশ্চিতভাৱে দুষ্ট চক্ৰটোক উৎসাহিত কৰিছে। (8, 552, 121, 836)
left-story3-col3: এই বিষয়ে বিৰোধী দলসমূহে যৌথভাৱে নিৰ্বাচন আয়োগৰ ওচৰত অভিযোগ দাখিল কৰাৰ সিদ্ধান্ত লৈছে। ইয়াৰ উপৰিও আগন্তুক দিনত ৰাজহুৱা সভাৰ জৰিয়তে জনসাধাৰণক সজাগ কৰা হ’ব বুলি জনোৱা হৈছে। সংশ্লিষ্ট বিভাগে এই অভিযোগসমূহ গুৰুত্ব সহকাৰে পৰীক্ষা কৰি চাব বুলি আশ্বাস দিছে। জড়িতসকলৰ বিৰুদ্ধে আইনানুগ ব্যৱস্থা লোৱা হ’ব বুলিও জনোৱা হৈছে। পাইছিল। কিন্তু এতিয়া সেইবোৰ কথা স্পষ্ট ৰূপত সত্য প্ৰমাণিত হৈছে। কিন্তু বৰ্তমান বিজেপি চৰকাৰখনে এছ আৰৰ নামত ভোট চুৰিৰ নতুন কৌশল অৱলম্বন কৰা পৰিলক্ষিত হৈছে বুলি অভিযোগ কৰে। তেওঁ কয় যে ভোট চুৰিৰ নামত আজি এনে কিছুমান তথ্য পোৰ্টেল আহিছে, যিবোৰ তথ্যই নিৰ্বাচন আয়োগৰ নিৰপেক্ষতা লৈ প্ৰশ্ন তুলিছে। হৈছে বুলি জানিব পৰা গৈছে। এইদৰে মিশ্ৰাটোৰ ভিতৰত শাসকীয় দলৰ অশাঁলীনদৃষ্টি এটা দুই চকুৱে নগৰৰ শ শ লোকৰ বিৰুদ্ধে মৃত্যু হোৱা, হুম সলনি কৰাৰ ভুৱা কাৰণ দশাই অভিযোগ দাখিল কৰা ঘটনা সমৰ্থিত এৰাং ভুক্তভোগীয়ে ইতিমধ্যে জিলা নিৰ্বাচনী বিষয়াক অভিযোগ দাখিল কৰিছে। এতিয়া প্ৰশ্ন আৰু ইয়াৰ সম্পৰ্কে তদন্ত দাবী কৰিছে। (247, 878, 361, 1205)
sshri-doctor-affiliation: গেষ্ট্ৰ’ মেডিকেল গেষ্ট্ৰ’এণ্টেৰ’লজিষ্ট, নেৱ চুপাৰস্পেচিয়েলিটি হস্পিতেল, দিল্লী (856, 861, 930, 897)
page-body (8, 79, 937, 2349)
left-lead-body-col1: গুৱাহাটী, ১৫ জানুৱাৰী : গুৱাহাটী, ১৫ জানুৱাৰী : নগৰখনৰ ঐতিহ্যমণ্ডিত ৰংঘৰ প্ৰাঙ্গণত কালি পুৱা ৰাজহুৱাভাৱে ভোগালী বিহু উদযাপন কৰা হয়। ৰাজ্যিক বিহু উদযাপন সমিতিয়ে আয়োজন কৰা এই অনুষ্ঠানত অঞ্চলটোৰ বহুসংখ্যক লোকে অংশগ্ৰহণ কৰে। অনুষ্ঠানত ‘প্ৰজ্ঞান’ নামৰ প্ৰতিযোগিতাত কৃতিত্ব অৰ্জন কৰা ছাত্ৰ-ছাত্ৰীসকলক পুৰস্কাৰ বিতৰণ কৰা হয়। সভাপতিত্ব কৰা সম্পাদকে কয় যে সাংস্কৃতিক ঐতিহ্য সংৰক্ষণৰ বাবে যুৱ প্ৰজন্মক আগবঢ়াই নিব লাগিব। মেজি জ্বলোৱাৰ পাছত ভোজ-ভাতৰ আয়োজন কৰা হয় আৰু উৰুকাৰ নিশা পৰম্পৰাগত নাম-প্ৰসংগৰ আয়োজন কৰা হয়। স্থানীয় সমাজৰ বহুকেইগৰাকী বিশিষ্ট ব্যক্তিয়ে ইয়াত উপস্থিত থাকি মতামত আগবঢ়ায়। সভাৰ শেষত পৰম্পৰাগত খেল-ধেমালিৰ আয়োজন কৰা হয়। টেকেলি ভঙা, কইনা দৌৰ আদি প্ৰতিযোগিতাত অঞ্চলটোৰ যুৱক-যুৱতীসকলে আগ্ৰহেৰে অংশ লয় আৰু বিজয়ীসকলক বঁটা প্ৰদান কৰা হয়। আয়োজক সমিতিয়ে জনোৱা মতে আগন্তুক বছৰটোত অধিক বৃহৎ পৰিসৰত এই অনুষ্ঠান আয়োজন কৰা হ’ব। এই বিহু উদযাপনৰ জৰিয়তে সামাজিক সম্প্ৰীতি আৰু সংহতি বৃদ্ধি পাব বুলি আশা প্ৰকাশ কৰে। (8, 145, 126, 486)
masthead (8, 6, 937, 68)
right-zone (705, 79, 937, 2349)
cp-assamese-line: অহা ২৩ জানুৱাৰী ২০২৬ তাৰিখে, পুৱা ১১ বজাৰ পৰা (742, 1041, 900, 1051)
left-headline-4: মাকুম, তিনিচুকীয়াত ভয়াবহ অগ্নিকাণ্ড (39, 1242, 329, 1265)
left-photo-caption-b: মেজি জ্বলোৱাৰ পাছত ভোজ-ভাতৰ আয়োজন কৰা হয় আৰু উৰুকাৰ নিশা পৰম্পৰাগত নাম-প্ৰসংগৰ আয়োজন কৰা হয়। স্থানীয় সমাজৰ বহুকেইগৰাকী বিশিষ্ট ব্যক্তিয়ে ইয়াত উপস্থিত থাকি মতামত আগবঢ়ায়। (250, 357, 360, 416)
sshri-specialty: গেষ্ট্ৰ’ আৰু লিভাৰ বিশেষজ্ঞ (741, 690, 901, 707)
gattani-features-right (837, 1442, 933, 1478)
obituary-body: “সোণ দা ঢুকাল”- ৰাতিপুৱা এক আত্মীয়ত ফোনৰ সিপাৰে ভাহি আহিল সেই নিষ্ঠুৰ শব্দ কেইটা । চিৰজীৱন এক অদৃশ্য মৰম আৰু স্নেহৰ বান্ধোনেৰে বান্ধি ৰখা এই বান্ধডাল এনেকৈ ছিগি যাব বুলি আমি এৰেবাৰেই প্ৰস্তুত নাছিলোঁ । দাদাৰ নাম কেৱল ‘সোণ’ নাছিল, তেৱঁ প্ৰকৃতাৰ্থত আছিল খাঁটী খাঁটি টুকুৰা । কেতিয়াবা বন্ধুৰ দৰে, ভায়েৰ দৰে আৰু পিতৃৰ দৰে এক অনুপম ব্যক্তিত্বৰ অধিকাৰী আছিল তেওঁ । কেৱল ঘৰৰ বা পৰিয়ালৰে নহয়, সমগ্ৰ অঞ্চলটোৰ বিপদ-আপদত আৰ্তজনৰ বিপদৰ বন্ধু, সাহসৰ এক নাম আছিল ‘অঞ্জন বৰুৱা’, মানে আমাৰ সোণ দা । প্ৰতি মুহূৰ্তত সতৰ্ক, সচেতন সোণ দা আছিল আমাৰ ভাঙৰ পৰিয়ালটোৰ পথ প্ৰদৰ্শক, একতাৰ ডোলেৰে বান্ধি ৰখা এনাৰ্জী ডাল । কেইবা দশকৰ পূৰ্বে অশান্ত অসমত অসমীয়া ব্যৱসায়ী হিচাপে নিজৰ কৰ্মপটুতা আৰু অধাৰণসাৰে নিজকে প্ৰতিষ্ঠা কৰা দাদা আছিল আন বহুতৰে বাবে অনুপ্ৰেৰণাৰ উৎস । শেষ মুহূৰ্তলৈকে, স্বাভিমান আৰু সাহসেৰে তেওঁ এজন সফল ব্যৱসায়ীৰ পৰিচয়েৰে আমাৰ মাজত জিলিকি থাকিব । আজি আদ্যশ্ৰাদ্ধৰ দিনা আমি পৰিয়ালবৰ্গই ভগৱানৰ ওচৰত প্ৰাৰ্থনা জনাইছো, তেওঁ য’তেই আছে চিৰদিন শান্তিৰে থাকক । (384, 2196, 681, 2327)
left-headline-3: এছ আৰৰ নামত ভোট চুৰিৰ নতুন... (46, 848, 322, 871)
center-sub1-headline: দেৱব্ৰত শইকীয়াক বিজেপিৰ এজেণ্ট আখ্যা (402, 679, 663, 732)
center-sub4-headline-l5: স্থগিত (417, 1568, 455, 1586)
gattani-ply-word: Ply (815, 1406, 827, 1416)
sshri-phone-2[interactable]: ০৩৭৩-২৩২৭৭১৭ (828, 902, 927, 918)
ad-gattani-plywood[interactable] (705, 1299, 937, 1568)
gattani-features-left (712, 1442, 833, 1478)
cp-affiliation-line1: Apollo Excelcare Hospitals, Guwahati ৰ (717, 1080, 925, 1093)
center-sub1-byline: তিনি পিঠিৰ পৰা (377, 741, 422, 750)
left-story3-col1: পাঁচ পিঠিৰ পৰা পাইছিল। কিন্তু এতিয়া সেইবোৰ কথা স্পষ্ট ৰূপত সত্য প্ৰমাণিত হৈছে। কিন্তু বৰ্তমান বিজেপি চৰকাৰখনে এছ আৰৰ নামত ভোট চুৰিৰ নতুন কৌশল অৱলম্বন কৰা পৰিলক্ষিত হৈছে বুলি অভিযোগ কৰে। তেওঁ কয় যে ভোট চুৰিৰ নামত আজি এনে কিছুমান তথ্য পোৰ্টেল আহিছে, যিবোৰ তথ্যই নিৰ্বাচন আয়োগৰ নিৰপেক্ষতা লৈ প্ৰশ্ন তুলিছে। এই বিষয়ে বিৰোধী দলসমূহে যৌথভাৱে নিৰ্বাচন আয়োগৰ ওচৰত অভিযোগ দাখিল কৰাৰ সিদ্ধান্ত লৈছে। ইয়াৰ উপৰিও আগন্তুক দিনত ৰাজহুৱা সভাৰ জৰিয়তে জনসাধাৰণক সজাগ কৰা হ’ব বুলি জনোৱা হৈছে। পাইছিল। কিন্তু এতিয়া সেইবোৰ কথা স্পষ্ট ৰূপত সত্য প্ৰমাণিত হৈছে। কিন্তু বৰ্তমান বিজেপি চৰকাৰখনে এছ আৰৰ নামত ভোট চুৰিৰ নতুন কৌশল অৱলম্বন কৰা পৰিলক্ষিত হৈছে বুলি অভিযোগ কৰে। তেওঁ কয় যে ভোট চুৰিৰ নামত আজি এনে কিছুমান তথ্য পোৰ্টেল আহিছে, যিবোৰ তথ্যই নিৰ্বাচন আয়োগৰ নিৰপেক্ষতা লৈ প্ৰশ্ন তুলিছে। এই বিষয়ে বিৰোধী দলসমূহে যৌথভাৱে নিৰ্বাচন আয়োগৰ ওচৰত অভিযোগ দাখিল কৰাৰ সিদ্ধান্ত লৈছে। ইয়াৰ উপৰিও আগন্তুক দিনত ৰাজহুৱা সভাৰ জৰিয়তে জনসাধাৰণক সজাগ কৰা হ’ব বুলি জনোৱা হৈছে। (8, 879, 121, 1230)
center-lead-col1: গুৱাহাটী, ১৫ জানুৱাৰী : ভূমি অধিকাৰ পাৰ্টি নামৰ সংগঠনটোৱে পূব গুৱাহাটীৰ চূণচালিত ৭১টি পৰিয়ালৰ উচ্ছেদ সম্পৰ্কে বিভ্ৰান্তিকৰ প্ৰচাৰ চলোৱাৰ অভিযোগ তুলি ভূমি সংস্কাৰ সমিতিয়ে তীব্ৰ প্ৰতিক্ৰিয়া প্ৰকাশ কৰিছে। সমিতিৰ সম্পাদকে এখন সংবাদমেলত কয় যে কোনো পৰিয়ালকে উচ্ছেদ কৰা হোৱা নাই। চৰকাৰী নথিৰ ভিত্তিত ভূমি আৱণ্টনৰ প্ৰক্ৰিয়া চলি আছে আৰু যোগ্য সকলোকে পট্টা প্ৰদান কৰা হ’ব বুলি তেওঁ ঘোষণা কৰে। ইতিমধ্যে ৰাজহ বিভাগে জৰীপৰ কাম সম্পন্ন কৰিছে। সমিতিয়ে অভিযোগ কৰে যে কিছুমান সংগঠনে ৰাজনৈতিক উদ্দেশ্যে সাধাৰণ ৰাইজক বিভ্ৰান্ত কৰিবলৈ চেষ্টা চলাইছে। এনে কাৰ্যৰ পৰা বিৰত থাকিবলৈ সতৰ্ক কৰি দিয়া হয়। সংবাদমেলত উপস্থিত থকা সমিতিৰ বিষয়ববীয়াসকলে কয় যে ভূমিহীন পৰিয়ালসমূহৰ স্বাৰ্থ ৰক্ষাৰ বাবে তেওঁলোকে সদায় কাম কৰি আহিছে আৰু আগলৈও কৰি যাব। (377, 241, 450, 668)
